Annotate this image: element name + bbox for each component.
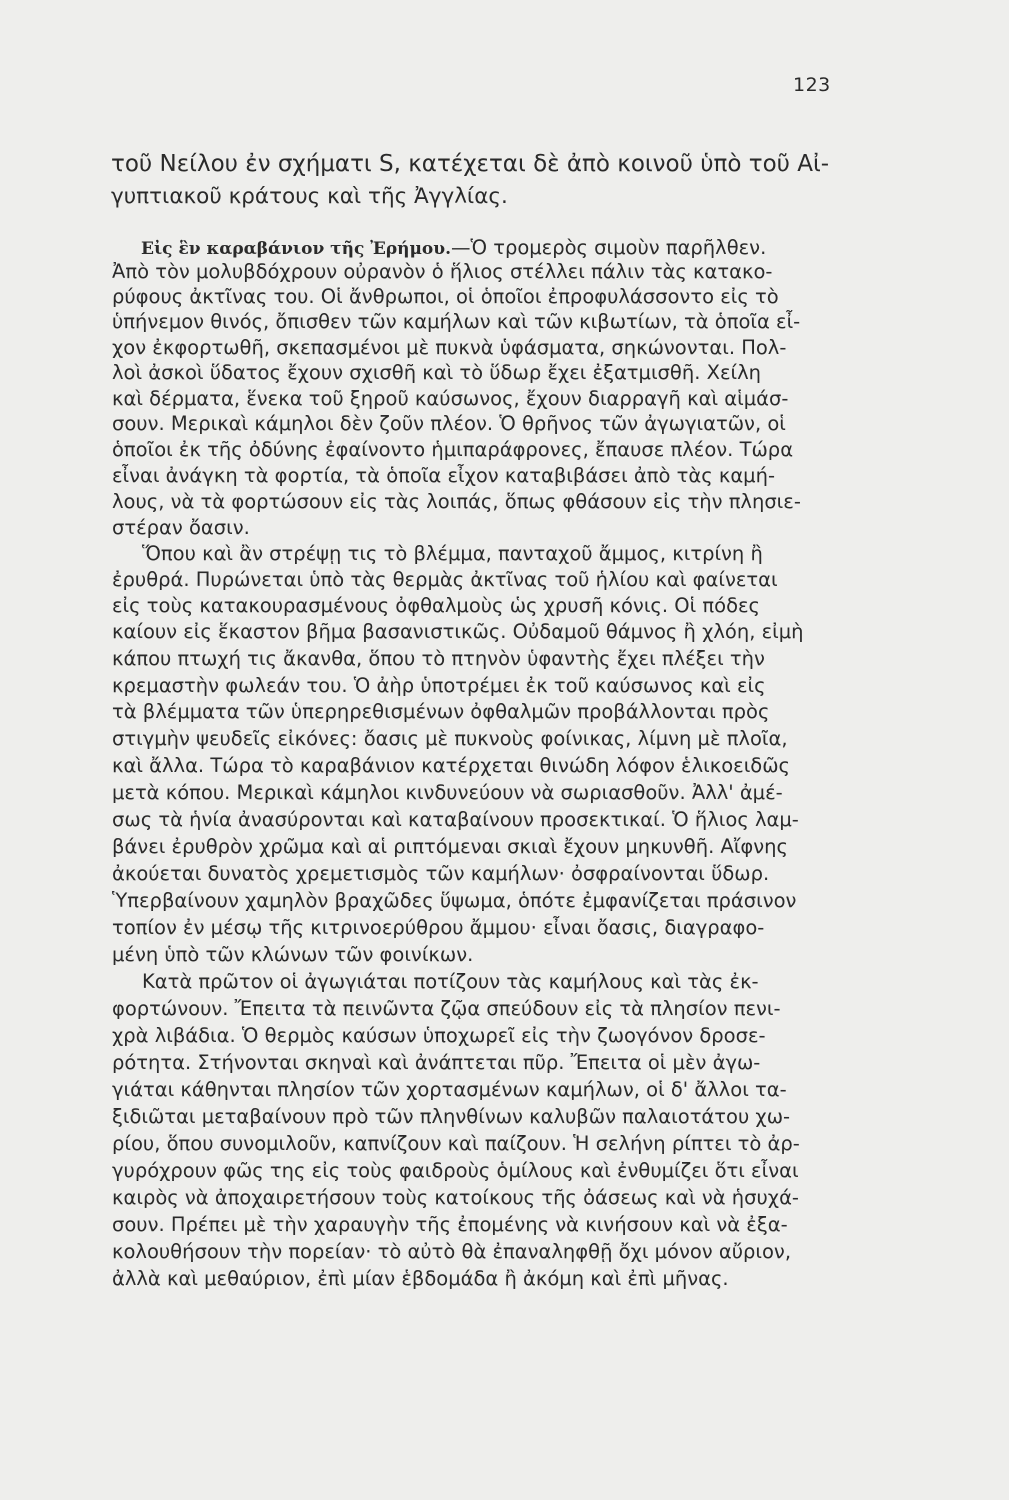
text-line-16: ἐρυθρά. Πυρώνεται ὑπὸ τὰς θερμὰς ἀκτῖνας τοῦ ἡλίου καὶ φαίνεται: [112, 568, 778, 591]
text-line-31: Κατὰ πρῶτον οἱ ἀγωγιάται ποτίζουν τὰς καμήλους καὶ τὰς ἐκ-: [142, 970, 759, 993]
text-line-27: ἀκούεται δυνατὸς χρεμετισμὸς τῶν καμήλων· ὀσφραίνονται ὕδωρ.: [112, 862, 770, 885]
text-line-25: σως τὰ ἡνία ἀνασύρονται καὶ καταβαίνουν προσεκτικαί. Ὁ ἥλιος λαμ-: [112, 808, 799, 831]
text-line-41: κολουθήσουν τὴν πορείαν· τὸ αὐτὸ θὰ ἐπαναληφθῇ ὄχι μόνον αὔριον,: [112, 1240, 792, 1263]
text-line-40: σουν. Πρέπει μὲ τὴν χαραυγὴν τῆς ἐπομένης νὰ κινήσουν καὶ νὰ ἐξα-: [112, 1213, 788, 1236]
text-line-36: ξιδιῶται μεταβαίνουν πρὸ τῶν πληνθίνων καλυβῶν παλαιοτάτου χω-: [112, 1105, 791, 1128]
text-line-1: τοῦ Νείλου ἐν σχήματι S, κατέχεται δὲ ἀπὸ κοινοῦ ὑπὸ τοῦ Αἰ-: [111, 151, 830, 177]
text-line-32: φορτώνουν. Ἔπειτα τὰ πεινῶντα ζῷα σπεύδουν εἰς τὰ πλησίον πενι-: [112, 997, 781, 1020]
text-line-10: σουν. Μερικαὶ κάμηλοι δὲν ζοῦν πλέον. Ὁ θρῆνος τῶν ἀγωγιατῶν, οἱ: [112, 412, 786, 435]
text-line-34: ρότητα. Στήνονται σκηναὶ καὶ ἀνάπτεται πῦρ. Ἔπειτα οἱ μὲν ἀγω-: [112, 1051, 761, 1074]
text-line-38: γυρόχρουν φῶς της εἰς τοὺς φαιδροὺς ὁμίλους καὶ ἐνθυμίζει ὅτι εἶναι: [112, 1159, 799, 1182]
text-line-6: ὑπήνεμον θινός, ὄπισθεν τῶν καμήλων καὶ τῶν κιβωτίων, τὰ ὁποῖα εἶ-: [112, 310, 801, 333]
text-line-29: τοπίον ἐν μέσῳ τῆς κιτρινοερύθρου ἄμμου· εἶναι ὄασις, διαγραφο-: [112, 916, 765, 939]
text-line-9: καὶ δέρματα, ἕνεκα τοῦ ξηροῦ καύσωνος, ἔχουν διαρραγῆ καὶ αἱμάσ-: [112, 387, 789, 410]
text-line-42: ἀλλὰ καὶ μεθαύριον, ἐπὶ μίαν ἑβδομάδα ἢ ἀκόμη καὶ ἐπὶ μῆνας.: [112, 1267, 729, 1290]
text-line-30: μένη ὑπὸ τῶν κλώνων τῶν φοινίκων.: [112, 943, 474, 966]
text-line-17: εἰς τοὺς κατακουρασμένους ὀφθαλμοὺς ὡς χρυσῆ κόνις. Οἱ πόδες: [112, 594, 760, 617]
text-line-19: κάπου πτωχή τις ἄκανθα, ὅπου τὸ πτηνὸν ὑφαντὴς ἔχει πλέξει τὴν: [112, 647, 765, 670]
text-line-2: γυπτιακοῦ κράτους καὶ τῆς Ἀγγλίας.: [111, 184, 508, 209]
text-line-33: χρὰ λιβάδια. Ὁ θερμὸς καύσων ὑποχωρεῖ εἰς τὴν ζωογόνον δροσε-: [112, 1024, 766, 1047]
text-line-20: κρεμαστὴν φωλεάν του. Ὁ ἀὴρ ὑποτρέμει ἐκ τοῦ καύσωνος καὶ εἰς: [112, 674, 766, 697]
text-line-14: στέραν ὄασιν.: [112, 516, 250, 539]
text-line-13: λους, νὰ τὰ φορτώσουν εἰς τὰς λοιπάς, ὅπως φθάσουν εἰς τὴν πλησιε-: [112, 490, 801, 513]
text-line-35: γιάται κάθηνται πλησίον τῶν χορτασμένων καμήλων, οἱ δ' ἄλλοι τα-: [112, 1078, 787, 1101]
section-caption: Εἰς ἓν καραβάνιον τῆς Ἐρήμου.: [141, 239, 451, 259]
text-line-37: ρίου, ὅπου συνομιλοῦν, καπνίζουν καὶ παίζουν. Ἡ σελήνη ρίπτει τὸ ἀρ-: [112, 1132, 800, 1155]
text-line-22: στιγμὴν ψευδεῖς εἰκόνες: ὄασις μὲ πυκνοὺς φοίνικας, λίμνη μὲ πλοῖα,: [112, 727, 788, 750]
text-line-28: Ὑπερβαίνουν χαμηλὸν βραχῶδες ὕψωμα, ὁπότε ἐμφανίζεται πράσινον: [112, 889, 797, 912]
page-number: 123: [793, 74, 831, 96]
text-line-12: εἶναι ἀνάγκη τὰ φορτία, τὰ ὁποῖα εἶχον καταβιβάσει ἀπὸ τὰς καμή-: [112, 464, 775, 487]
text-line-39: καιρὸς νὰ ἀποχαιρετήσουν τοὺς κατοίκους τῆς ὀάσεως καὶ νὰ ἡσυχά-: [112, 1186, 799, 1209]
text-line-23: καὶ ἄλλα. Τώρα τὸ καραβάνιον κατέρχεται θινώδη λόφον ἑλικοειδῶς: [112, 754, 790, 777]
text-line-4: Ἀπὸ τὸν μολυβδόχρουν οὐρανὸν ὁ ἥλιος στέλλει πάλιν τὰς κατακο-: [112, 260, 773, 283]
text-line-3: Εἰς ἓν καραβάνιον τῆς Ἐρήμου.—Ὁ τρομερὸς σιμοὺν παρῆλθεν.: [141, 236, 767, 259]
text-line-18: καίουν εἰς ἕκαστον βῆμα βασανιστικῶς. Οὐδαμοῦ θάμνος ἢ χλόη, εἰμὴ: [112, 620, 804, 643]
text-line-26: βάνει ἐρυθρὸν χρῶμα καὶ αἱ ριπτόμεναι σκιαὶ ἔχουν μηκυνθῆ. Αἴφνης: [112, 835, 788, 858]
text-line-15: Ὅπου καὶ ἂν στρέψῃ τις τὸ βλέμμα, πανταχοῦ ἄμμος, κιτρίνη ἢ: [142, 542, 763, 565]
text-line-5: ρύφους ἀκτῖνας του. Οἱ ἄνθρωποι, οἱ ὁποῖοι ἐπροφυλάσσοντο εἰς τὸ: [112, 285, 779, 308]
text-line-8: λοὶ ἀσκοὶ ὕδατος ἔχουν σχισθῆ καὶ τὸ ὕδωρ ἔχει ἐξατμισθῆ. Χείλη: [112, 361, 761, 384]
text-line-24: μετὰ κόπου. Μερικαὶ κάμηλοι κινδυνεύουν νὰ σωριασθοῦν. Ἀλλ' ἀμέ-: [112, 781, 783, 804]
text-line-11: ὁποῖοι ἐκ τῆς ὀδύνης ἐφαίνοντο ἡμιπαράφρονες, ἔπαυσε πλέον. Τώρα: [112, 438, 794, 461]
text-line-7: χον ἐκφορτωθῆ, σκεπασμένοι μὲ πυκνὰ ὑφάσματα, σηκώνονται. Πολ-: [112, 336, 787, 359]
text-line-21: τὰ βλέμματα τῶν ὑπερηρεθισμένων ὀφθαλμῶν προβάλλονται πρὸς: [112, 700, 770, 723]
